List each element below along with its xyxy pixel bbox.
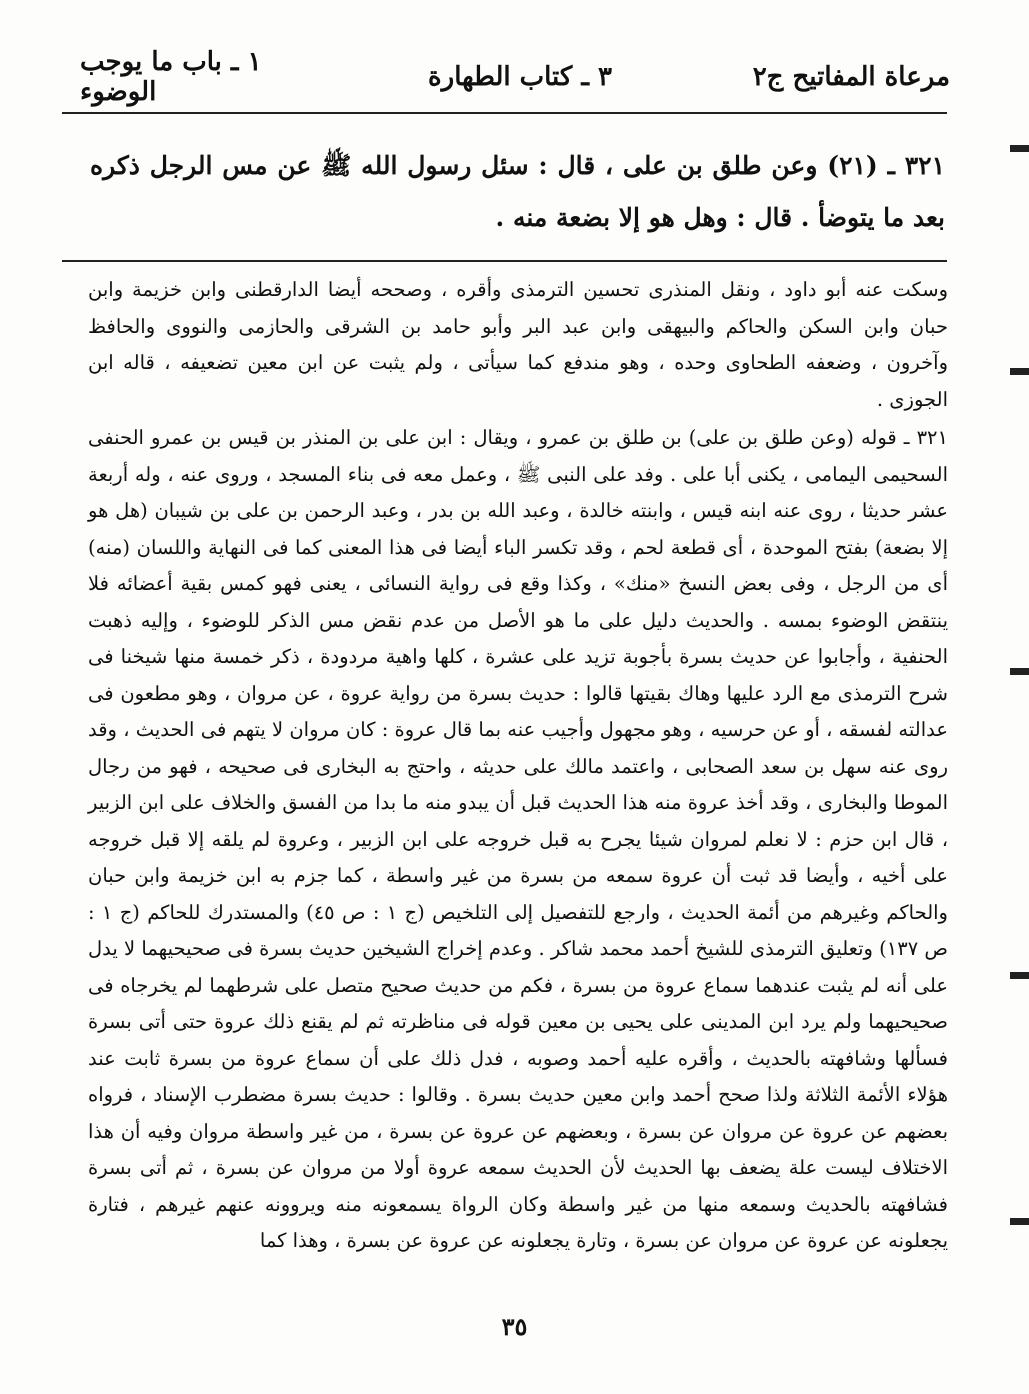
header-book-volume: مرعاة المفاتيح ج٢ <box>752 62 950 92</box>
header-kitab-title: ٣ ـ كتاب الطهارة <box>428 62 612 92</box>
commentary-body <box>88 272 948 1260</box>
hadith-text: ٣٢١ ـ (٢١) وعن طلق بن على ، قال : سئل رسول الله ﷺ عن مس الرجل ذكره بعد ما يتوضأ . قال : وهل هو إلا بضعة منه . <box>90 151 946 232</box>
commentary-paragraph-2: ٣٢١ ـ قوله (وعن طلق بن على) بن طلق بن عمرو ، ويقال : ابن على بن المنذر بن قيس بن عمرو الحنفى السحيمى اليمامى ، يكنى أبا على . وفد على النبى ﷺ ، وعمل معه فى بناء المسجد ، وروى عنه ، وله أربعة عشر حديثا ، روى عنه ابنه قيس ، وابنته خالدة ، وعبد الله بن بدر ، وعبد الرحمن بن على بن شيبان (هل هو إلا بضعة) بفتح الموحدة ، أى قطعة لحم ، وقد تكسر الباء أيضا فى هذا المعنى كما فى النهاية واللسان (منه) أى من الرجل ، وفى بعض النسخ «منك» ، وكذا وقع فى رواية النسائى ، يعنى فهو كمس بقية أعضائه فلا ينتقض الوضوء بمسه . والحديث دليل على ما هو الأصل من عدم نقض مس الذكر للوضوء ، وإليه ذهبت الحنفية ، وأجابوا عن حديث بسرة بأجوبة تزيد على عشرة ، كلها واهية مردودة ، ذكر خمسة منها شيخنا فى شرح الترمذى مع الرد عليها وهاك بقيتها قالوا : حديث بسرة من رواية عروة ، عن مروان ، وهو مطعون فى عدالته لفسقه ، أو عن حرسيه ، وهو مجهول وأجيب عنه بما قال عروة : كان مروان لا يتهم فى الحديث ، وقد روى عنه سهل بن سعد الصحابى ، واعتمد مالك على حديثه ، واحتج به البخارى فى صحيحه ، فهو من رجال الموطا والبخارى ، وقد أخذ عروة منه هذا الحديث قبل أن يبدو منه ما بدا من الفسق والخلاف على ابن الزبير ، قال ابن حزم : لا نعلم لمروان شيئا يجرح به قبل خروجه على ابن الزبير ، وعروة لم يلقه إلا قبل خروجه على أخيه ، وأيضا قد ثبت أن عروة سمعه من بسرة من غير واسطة ، كما جزم به ابن خزيمة وابن حبان والحاكم وغيرهم من أئمة الحديث ، وارجع للتفصيل إلى التلخيص (ج ١ : ص ٤٥) والمستدرك للحاكم (ج ١ : ص ١٣٧) وتعليق الترمذى للشيخ أحمد محمد شاكر . وعدم إخراج الشيخين حديث بسرة فى صحيحيهما لا يدل على أنه لم يثبت عندهما سماع عروة من بسرة ، فكم من حديث صحيح متصل على شرطهما لم يخرجاه فى صحيحيهما ولم يرد ابن المدينى على يحيى بن معين قوله فى مناظرته ثم لم يقنع ذلك عروة حتى أتى بسرة فسألها وشافهته بالحديث ، وأقره عليه أحمد وصوبه ، فدل ذلك على أن سماع عروة من بسرة ثابت عند هؤلاء الأئمة الثلاثة ولذا صحح أحمد وابن معين حديث بسرة . وقالوا : حديث بسرة مضطرب الإسناد ، فرواه بعضهم عن عروة عن مروان عن بسرة ، وبعضهم عن عروة عن بسرة ، من غير واسطة مروان وفيه أن هذا الاختلاف ليست علة يضعف بها الحديث لأن الحديث سمعه عروة أولا من مروان عن بسرة ، ثم أتى بسرة فشافهته بالحديث وسمعه منها من غير واسطة وكان الرواة يسمعونه منه ويروونه عنهم غيرهم ، فتارة يجعلونه عن عروة عن مروان عن بسرة ، وتارة يجعلونه عن عروة عن بسرة ، وهذا كما <box>88 426 948 1252</box>
page-number: ٣٥ <box>501 1312 528 1341</box>
scan-margin-mark <box>1010 145 1029 152</box>
commentary-paragraph-1: وسكت عنه أبو داود ، ونقل المنذرى تحسين الترمذى وأقره ، وصححه أيضا الدارقطنى وابن خزيمة وابن حبان وابن السكن والحاكم والبيهقى وابن عبد البر وأبو حامد بن الشرقى والحازمى والنووى والحافظ وآخرون ، وضعفه الطحاوى وحده ، وهو مندفع كما سيأتى ، ولم يثبت عن ابن معين تضعيفه ، قاله ابن الجوزى . <box>88 278 948 411</box>
header-bab-title: ١ ـ باب ما يوجب الوضوء <box>80 47 262 107</box>
scan-margin-mark <box>1010 1218 1029 1225</box>
header-rule <box>62 112 947 114</box>
scan-margin-mark <box>1010 972 1029 979</box>
hadith-separator-rule <box>62 260 947 262</box>
scan-margin-mark <box>1010 368 1029 375</box>
running-header <box>80 47 950 107</box>
scan-margin-mark <box>1010 668 1029 675</box>
